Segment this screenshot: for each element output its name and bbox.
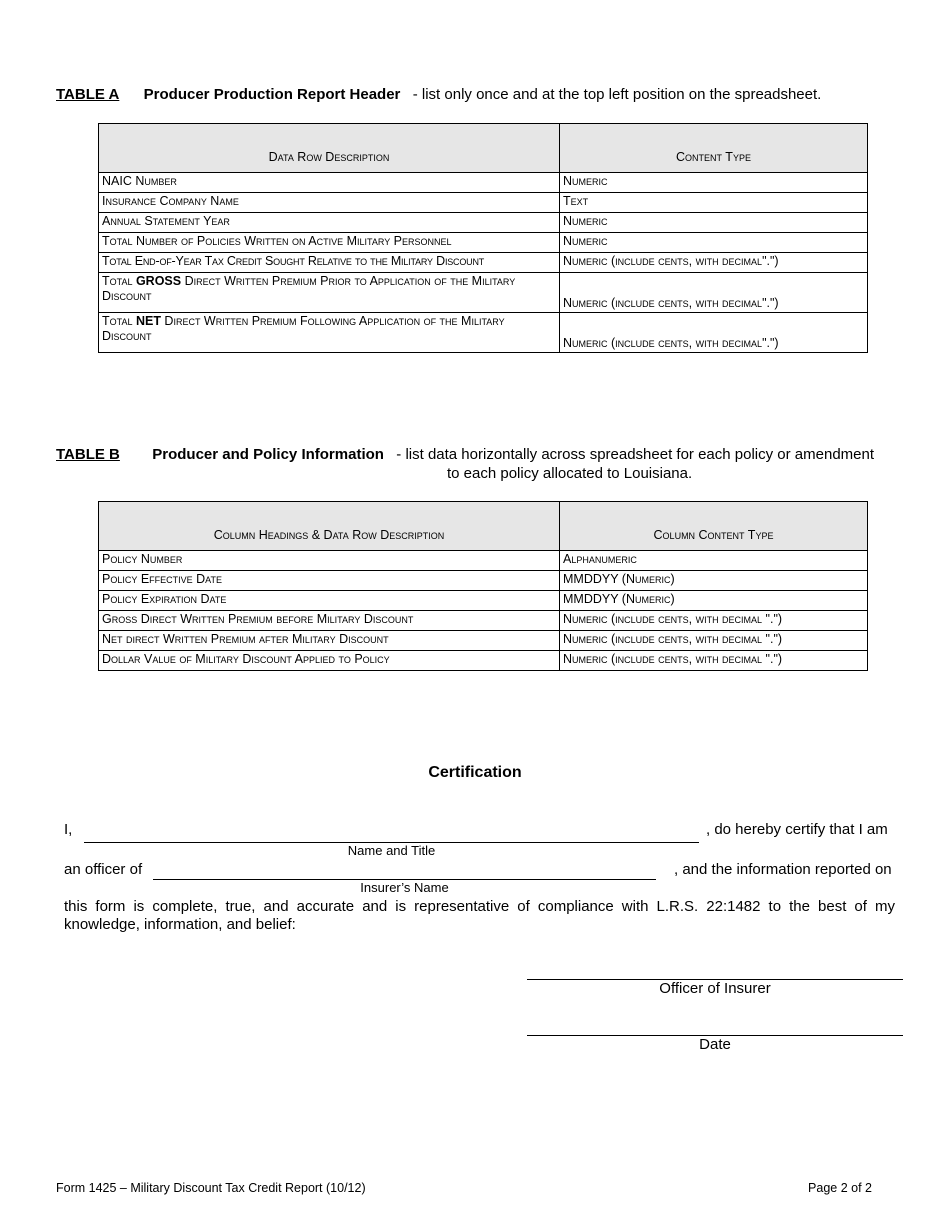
cert-line1-suffix: , do hereby certify that I am xyxy=(706,821,888,838)
table-b-heading xyxy=(56,445,874,464)
table-b-label: TABLE B xyxy=(56,446,120,463)
certification-title: Certification xyxy=(428,764,522,781)
cert-line2-suffix: , and the information reported on xyxy=(674,861,892,878)
page-number: Page 2 of 2 xyxy=(808,1181,872,1195)
table-row: Net direct Written Premium after Military Discount Numeric (include cents, with decimal ".") xyxy=(99,631,868,651)
table-row: Policy Effective Date MMDDYY (Numeric) xyxy=(99,571,868,591)
table-row: Policy Expiration Date MMDDYY (Numeric) xyxy=(99,591,868,611)
table-a-description: - list only once and at the top left position on the spreadsheet. xyxy=(412,86,822,103)
table-a-title: Producer Production Report Header xyxy=(143,86,401,103)
table-row: Total Number of Policies Written on Active Military Personnel Numeric xyxy=(99,233,868,253)
table-b-description-continued: to each policy allocated to Louisiana. xyxy=(447,465,693,482)
cert-line1-prefix: I, xyxy=(64,821,73,838)
table-b xyxy=(98,501,868,671)
date-label: Date xyxy=(699,1036,731,1053)
officer-of-insurer-label: Officer of Insurer xyxy=(659,980,771,997)
table-a-header-description: Data Row Description xyxy=(99,124,560,173)
table-a xyxy=(98,123,868,353)
table-row: Gross Direct Written Premium before Military Discount Numeric (include cents, with decimal ".") xyxy=(99,611,868,631)
table-a-heading xyxy=(56,85,821,104)
certification-statement: this form is complete, true, and accurate and is representative of compliance with L.R.S. 22:1482 to the best of my knowledge, information, and belief: xyxy=(64,898,895,933)
table-row: Dollar Value of Military Discount Applied to Policy Numeric (include cents, with decimal ".") xyxy=(99,651,868,671)
table-row: Annual Statement Year Numeric xyxy=(99,213,868,233)
table-a-label: TABLE A xyxy=(56,86,120,103)
table-b-description: - list data horizontally across spreadsheet for each policy or amendment xyxy=(396,446,875,463)
table-row: Policy Number Alphanumeric xyxy=(99,551,868,571)
table-a-header-content: Content Type xyxy=(560,124,868,173)
name-and-title-caption: Name and Title xyxy=(347,843,436,858)
table-b-header-description: Column Headings & Data Row Description xyxy=(99,502,560,551)
form-name-footer: Form 1425 – Military Discount Tax Credit Report (10/12) xyxy=(56,1181,366,1195)
table-b-header-content: Column Content Type xyxy=(560,502,868,551)
table-row: Total GROSS Direct Written Premium Prior to Application of the Military Discount Numeric (include cents, with decimal".") xyxy=(99,273,868,313)
table-row: Insurance Company Name Text xyxy=(99,193,868,213)
table-b-title: Producer and Policy Information xyxy=(152,446,384,463)
cert-line2-prefix: an officer of xyxy=(64,861,143,878)
table-row: Total End-of-Year Tax Credit Sought Relative to the Military Discount Numeric (include cents, with decimal".") xyxy=(99,253,868,273)
table-row: NAIC Number Numeric xyxy=(99,173,868,193)
insurer-name-caption: Insurer’s Name xyxy=(360,880,449,895)
table-row: Total NET Direct Written Premium Following Application of the Military Discount Numeric (include cents, with decimal".") xyxy=(99,313,868,353)
